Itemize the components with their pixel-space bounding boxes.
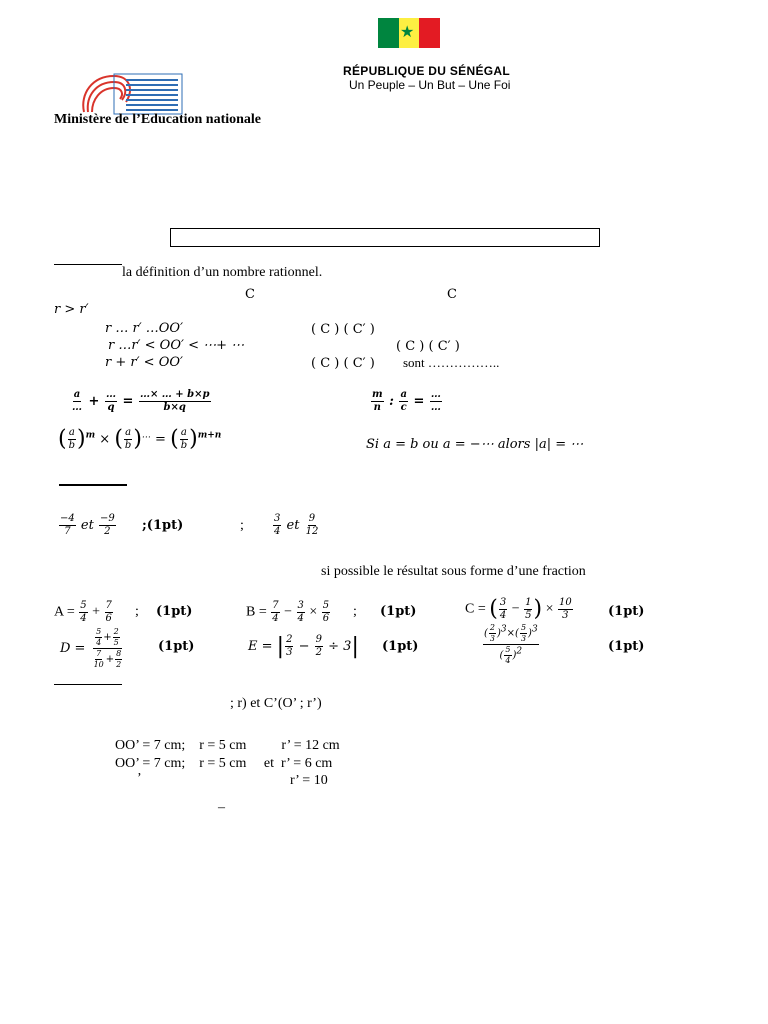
et-2: et [286, 518, 300, 533]
row3-suffix: sont …………….. [403, 355, 500, 370]
definition-text: la définition d’un nombre rationnel. [122, 265, 323, 280]
pow-times: × [99, 432, 111, 447]
row2-formula: r …r′ < OO′ < ⋯+ ⋯ [108, 338, 245, 353]
A-points: (1pt) [156, 604, 193, 619]
B-frac-2: $\frac{3}{4}$ [297, 600, 304, 624]
case-2: OO’ = 7 cm; r = 5 cm et r’ = 6 cm [115, 756, 333, 771]
row2-circles: ( C ) ( C′ ) [396, 339, 460, 354]
expr-E: E = | $\frac{2}{3}$ − $\frac{9}{2}$ ÷ 3| [248, 634, 359, 659]
sum-frac-1: $\frac{a}{\dots}$ [72, 389, 82, 413]
pow-exp-1: m [85, 430, 96, 441]
pow-frac-1: $\frac{a}{b}$ [68, 427, 75, 451]
compare-pair-1 [58, 514, 117, 537]
F-points: (1pt) [608, 639, 645, 654]
compare-pair-2 [272, 514, 320, 537]
B-frac-1: $\frac{7}{4}$ [272, 600, 279, 624]
div-frac-3: $\frac{\dots}{\dots}$ [430, 389, 441, 413]
title-box [170, 228, 600, 247]
part3-instruction: si possible le résultat sous forme d’une fraction [321, 564, 586, 579]
row1-circles: ( C ) ( C′ ) [311, 322, 375, 337]
div-op: : [389, 394, 394, 409]
E-frac-1: $\frac{2}{3}$ [286, 634, 293, 658]
expr-C: C = ( $\frac{3}{4}$ − $\frac{1}{5}$ ) × $\frac{10}{3}$ [465, 596, 572, 622]
republic-title: RÉPUBLIQUE DU SÉNÉGAL [343, 64, 510, 78]
row3-circles: ( C ) ( C′ ) [311, 356, 375, 371]
sum-eq: = [122, 394, 134, 409]
C-frac-2: $\frac{1}{5}$ [525, 597, 532, 621]
ministry-name: Ministère de l’Education nationale [54, 112, 262, 127]
flag-red-band [419, 18, 440, 48]
flag-star-icon: ★ [400, 24, 415, 41]
expr-B: B = $\frac{7}{4}$ − $\frac{3}{4}$ × $\frac{5}{6}$ [246, 600, 330, 624]
section-underline-1 [54, 264, 122, 265]
frac-3-4: $\frac{3}{4}$ [274, 513, 281, 537]
pow-frac-2: $\frac{a}{b}$ [124, 427, 132, 451]
pow-exp-3: m+n [197, 430, 222, 441]
power-rule: ( $\frac{a}{b}$ )$^m$ × ( $\frac{a}{b}$ )… = ( $\frac{a}{b}$ )$^{m+n}$ [58, 426, 222, 452]
div-eq: = [413, 394, 425, 409]
trailing-dash: – [218, 800, 225, 815]
senegal-flag [378, 18, 440, 48]
fraction-sum-rule [70, 390, 212, 413]
case-1: OO’ = 7 cm; r = 5 cm r’ = 12 cm [115, 738, 340, 753]
absolute-value-rule: Si a = b ou a = −⋯ alors |a| = ⋯ [366, 437, 584, 452]
flag-green-band [378, 18, 399, 48]
circles-definition: ; r) et C’(O’ ; r’) [230, 696, 322, 711]
B-frac-3: $\frac{5}{6}$ [322, 600, 330, 624]
sum-plus: + [88, 394, 100, 409]
A-frac-1: $\frac{5}{4}$ [80, 600, 87, 624]
F-complex-fraction: ( $\frac{2}{3}$ )3×( $\frac{5}{3}$ )3 ( $\frac{5}{4}$ )2 [484, 623, 538, 665]
B-sep: ; [353, 604, 357, 619]
r-greater-rp: r > r′ [54, 302, 89, 317]
C-points: (1pt) [608, 604, 645, 619]
case-3: r’ = 10 [290, 773, 328, 788]
expr-D: D = $\frac{5}{4}$ + $\frac{2}{5}$ $\frac{7}{10}$ + $\frac{8}{2}$ [60, 628, 125, 669]
row1-formula: r … r′ …OO′ [105, 321, 184, 336]
frac-minus4-7: $\frac{-4}{7}$ [60, 513, 75, 537]
A-frac-2: $\frac{7}{6}$ [105, 600, 112, 624]
E-points: (1pt) [382, 639, 419, 654]
C-frac-1: $\frac{3}{4}$ [499, 597, 507, 621]
circle-c-right: C [447, 287, 457, 302]
D-points: (1pt) [158, 639, 195, 654]
expr-F [482, 624, 540, 665]
pow-frac-3: $\frac{a}{b}$ [180, 427, 188, 451]
frac-minus9-2: $\frac{-9}{2}$ [99, 513, 115, 537]
A-sep: ; [135, 604, 139, 619]
ministry-logo [78, 72, 184, 116]
circle-c-left: C [245, 287, 255, 302]
expr-A: A = $\frac{5}{4}$ + $\frac{7}{6}$ [54, 600, 112, 624]
fraction-division-rule [370, 390, 443, 413]
et-1: et [80, 518, 94, 533]
section-underline-4 [54, 684, 122, 685]
sum-frac-3: $\frac{\dots\times \dots + b\times p}{b\times q}$ [139, 389, 210, 413]
D-complex-fraction: $\frac{5}{4}$ + $\frac{2}{5}$ $\frac{7}{10}$ + $\frac{8}{2}$ [93, 627, 122, 669]
pair-separator: ; [240, 518, 244, 533]
div-frac-1: $\frac{m}{n}$ [372, 389, 383, 413]
republic-motto: Un Peuple – Un But – Une Foi [349, 78, 511, 92]
B-points: (1pt) [380, 604, 417, 619]
pow-exp-2: … [141, 430, 151, 441]
pair-1-points: ;(1pt) [142, 518, 184, 533]
frac-9-12: $\frac{9}{12}$ [305, 513, 319, 537]
pow-eq: = [155, 432, 166, 447]
C-frac-3: $\frac{10}{3}$ [558, 597, 572, 621]
E-frac-2: $\frac{9}{2}$ [315, 634, 323, 658]
sum-frac-2: $\frac{\dots}{q}$ [105, 389, 116, 413]
row3-formula: r + r′ < OO′ [105, 355, 183, 370]
section-underline-2 [59, 484, 127, 486]
case-3-apostrophe: ’ [137, 771, 142, 786]
div-frac-2: $\frac{a}{c}$ [400, 389, 407, 413]
